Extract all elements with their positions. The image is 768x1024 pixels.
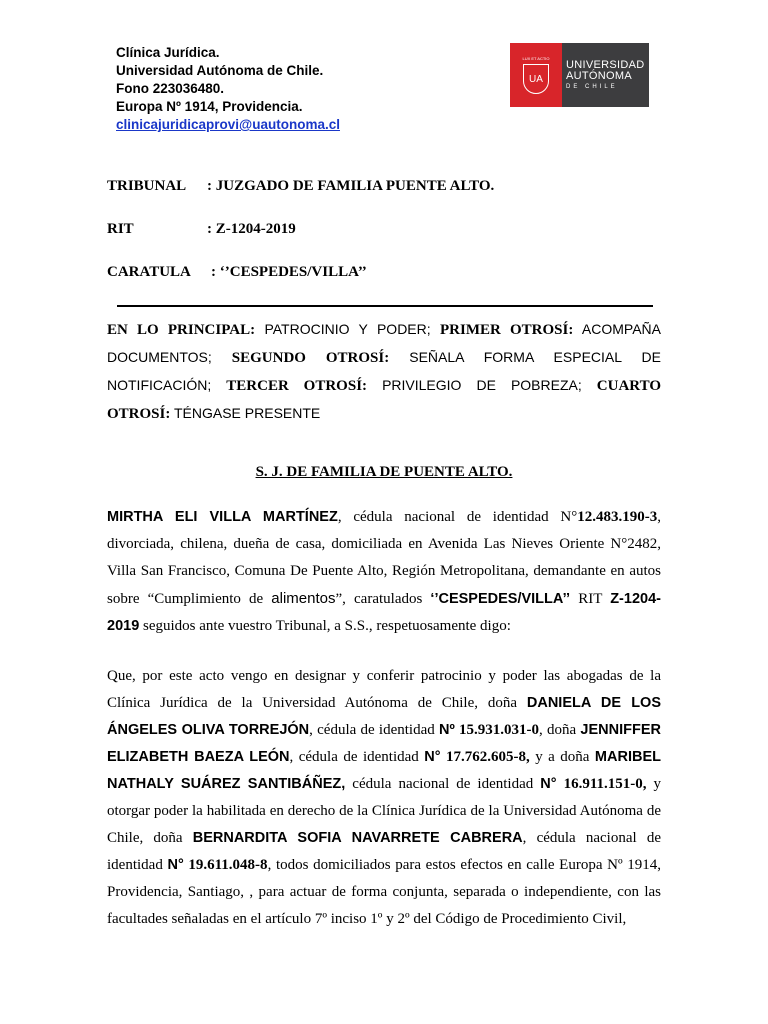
- sumilla-otrosi-4-label: CUARTO OTROSÍ:: [107, 378, 661, 422]
- sumilla: [107, 316, 661, 428]
- tribunal-row: [107, 178, 494, 195]
- plaintiff-name: MIRTHA ELI VILLA MARTÍNEZ: [107, 509, 338, 525]
- sumilla-otrosi-1-text: ACOMPAÑA DOCUMENTOS;: [107, 321, 662, 365]
- sumilla-otrosi-4-text: TÉNGASE PRESENTE: [170, 405, 321, 421]
- logo-line-2: AUTÓNOMA: [566, 70, 632, 82]
- habilitada-id: 19.611.048-8: [183, 857, 268, 873]
- lawyer-1-name: DANIELA DE LOS ÁNGELES OLIVA TORREJÓN: [107, 695, 661, 738]
- lawyer-2-id: 17.762.605-8,: [440, 749, 530, 765]
- rit-value: : Z-1204-2019: [207, 221, 296, 237]
- clinic-name: Clínica Jurídica.: [116, 45, 220, 60]
- logo-line-3: DE CHILE: [566, 84, 618, 90]
- rit-row: [107, 221, 296, 238]
- email-link[interactable]: clinicajuridicaprovi@uautonoma.cl: [116, 117, 340, 132]
- court-heading: S. J. DE FAMILIA DE PUENTE ALTO.: [255, 464, 513, 480]
- sumilla-otrosi-2-label: SEGUNDO OTROSÍ:: [231, 350, 390, 366]
- habilitada-name: BERNARDITA SOFIA NAVARRETE CABRERA: [192, 830, 523, 846]
- shield-icon: UA: [523, 64, 549, 94]
- caratula-label: CARATULA: [107, 264, 191, 280]
- tribunal-label: TRIBUNAL: [107, 178, 187, 194]
- sumilla-principal-label: EN LO PRINCIPAL:: [107, 322, 256, 338]
- address: Europa Nº 1914, Providencia.: [116, 99, 303, 114]
- university-name: Universidad Autónoma de Chile.: [116, 63, 324, 78]
- university-logo: [510, 43, 649, 107]
- sumilla-otrosi-3-label: TERCER OTROSÍ:: [226, 378, 368, 394]
- phone-number: Fono 223036480.: [116, 81, 225, 96]
- caratula-inline: ‘’CESPEDES/VILLA’’: [430, 591, 571, 607]
- letterhead: [116, 44, 340, 134]
- sumilla-otrosi-2-text: SEÑALA FORMA ESPECIAL DE NOTIFICACIÓN;: [107, 349, 661, 393]
- plaintiff-rut: 12.483.190-3: [577, 509, 658, 525]
- lawyer-2-name: JENNIFFER ELIZABETH BAEZA LEÓN: [107, 722, 661, 765]
- lawyer-3-id: 16.911.151-0,: [556, 776, 647, 792]
- caratula-value: : ‘’CESPEDES/VILLA’’: [211, 264, 367, 280]
- paragraph-patrocinio: Que, por este acto vengo en designar y conferir patrocinio y poder las abogadas de la Clínica Jurídica de la Universidad Autónoma de Chile, doña DANIELA DE LOS ÁNGELES OLIVA TORREJÓN, cédula de identidad Nº 15.931.031-0, doña JENNIFFER ELIZABETH BAEZA LEÓN, cédula de identidad N° 17.762.605-8, y a doña MARIBEL NATHALY SUÁREZ SANTIBÁÑEZ, cédula nacional de identidad N° 16.911.151-0, y otorgar poder la habilitada en derecho de la Clínica Jurídica de la Universidad Autónoma de Chile, doña BERNARDITA SOFIA NAVARRETE CABRERA, cédula nacional de identidad N° 19.611.048-8, todos domiciliados para estos efectos en calle Europa Nº 1914, Providencia, Santiago, , para actuar de forma conjunta, separada o independiente, con las facultades señaladas en el artículo 7º inciso 1º y 2º del Código de Procedimiento Civil,: [107, 668, 662, 927]
- rit-inline: Z-1204-2019: [107, 591, 661, 634]
- logo-wordmark: [562, 43, 649, 107]
- sumilla-principal-text: PATROCINIO Y PODER;: [255, 321, 440, 337]
- rit-label: RIT: [107, 221, 134, 237]
- logo-line-1: UNIVERSIDAD: [566, 59, 645, 71]
- logo-emblem-panel: [510, 43, 562, 107]
- lawyer-3-name: MARIBEL NATHALY SUÁREZ SANTIBÁÑEZ,: [107, 749, 661, 792]
- separator-line: [117, 305, 653, 307]
- lawyer-1-id: 15.931.031-0: [454, 722, 540, 738]
- paragraph-appearance: MIRTHA ELI VILLA MARTÍNEZ, cédula nacional de identidad N°12.483.190-3, divorciada, chilena, dueña de casa, domiciliada en Avenida Las Nieves Oriente N°2482, Villa San Francisco, Comuna De Puente Alto, Región Metropolitana, demandante en autos sobre “Cumplimiento de alimentos”, caratulados ‘’CESPEDES/VILLA’’ RIT Z-1204-2019 seguidos ante vuestro Tribunal, a S.S., respetuosamente digo:: [107, 509, 661, 634]
- sumilla-otrosi-3-text: PRIVILEGIO DE POBREZA;: [367, 377, 597, 393]
- logo-motto: LUX ET ACTIO: [522, 56, 550, 61]
- tribunal-value: : JUZGADO DE FAMILIA PUENTE ALTO.: [207, 178, 495, 194]
- caratula-row: [107, 264, 367, 281]
- sumilla-otrosi-1-label: PRIMER OTROSÍ:: [439, 322, 574, 338]
